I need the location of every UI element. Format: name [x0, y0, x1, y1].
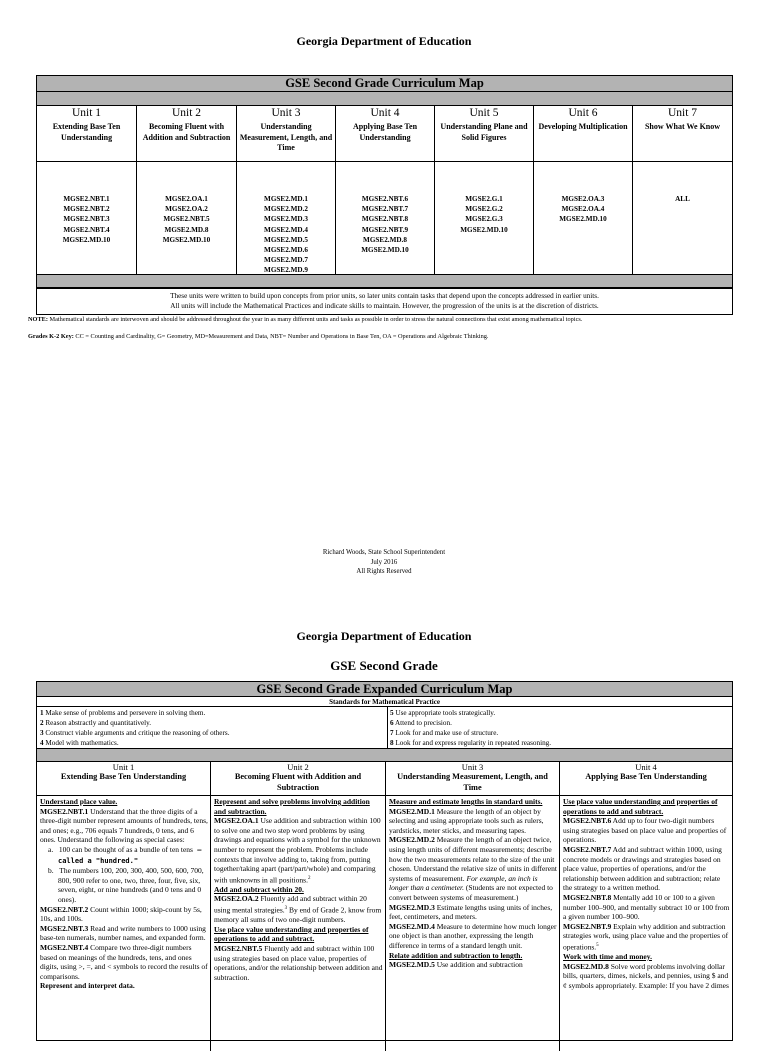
standard-code: MGSE2.MD.3 — [264, 215, 308, 224]
practices-left — [40, 708, 385, 748]
unit-name: Unit 4 — [635, 762, 657, 772]
unit-title: Becoming Fluent with Addition and Subtraction — [234, 772, 362, 792]
unit-column — [237, 106, 336, 274]
standard-code: MGSE2.MD.5 — [264, 235, 308, 244]
page-header: Georgia Department of Education — [296, 629, 472, 643]
practice-item: 1 Make sense of problems and persevere in solving them. — [40, 709, 206, 717]
unit-title: Extending Base Ten Understanding — [60, 772, 187, 781]
map-note: These units were written to build upon concepts from prior units, so later units contain tasks that depend upon the concepts addressed in earlier units. All units will include the Mathematical Practices and indicate skills to maintain. However, the progression of the units is at the discretion of districts. — [170, 292, 599, 310]
unit-name: Unit 3 — [461, 762, 484, 772]
standard-code: MGSE2.NBT.7 — [361, 205, 409, 214]
unit-name: Unit 1 — [112, 762, 135, 772]
unit-column — [37, 106, 137, 274]
standard-code: MGSE2.MD.6 — [264, 246, 308, 255]
unit-standards — [239, 194, 333, 286]
unit-name: Unit 1 — [71, 107, 102, 119]
standard-code: MGSE2.NBT.4 — [63, 225, 110, 234]
standard-code: MGSE2.MD.8 — [164, 225, 209, 234]
unit-title: Applying Base Ten Understanding — [352, 122, 418, 142]
key-line: Grades K-2 Key: CC = Counting and Cardinality, G= Geometry, MD=Measurement and Data, NBT= Number and Operations in Base Ten, OA = Operations and Algebraic Thinking. — [28, 333, 489, 340]
gray-band — [37, 749, 732, 761]
unit-column — [534, 106, 633, 274]
unit-title: Applying Base Ten Understanding — [585, 772, 707, 781]
standard-code: MGSE2.MD.4 — [264, 225, 308, 234]
standard-code: ALL — [675, 195, 690, 203]
map-title: GSE Second Grade Expanded Curriculum Map — [37, 682, 732, 697]
unit4-standards: Use place value understanding and properties of operations to add and subtract. MGSE2.NBT.6 Add up to four two-digit numbers using strategies based on place value and properties of operations. MGSE2.NBT.7 Add and subtract within 1000, using concrete models or drawings and strategies based on place value, properties of operations, and/or the relationship between addition and subtraction; relate the strategy to a written method. MGSE2.NBT.8 Mentally add 10 or 100 to a given number 100–900, and mentally subtract 10 or 100 from a given number 100–900. MGSE2.NBT.9 Explain why addition and subtraction strategies work, using place value and the properties of operations.$^5$ Work with time and money. MGSE2.MD.8 Solve word problems involving dollar bills, quarters, dimes, nickels, and pennies, using $ and ¢ symbols appropriately. Example: If you have 2 dimes — [563, 797, 730, 990]
unit-name: Unit 3 — [271, 107, 301, 119]
practice-item: 6 Attend to precision. — [390, 719, 452, 727]
unit-column — [137, 106, 237, 274]
standard-code: MGSE2.MD.10 — [460, 225, 508, 234]
standard-code: MGSE2.NBT.6 — [361, 195, 409, 203]
unit-title: Extending Base Ten Understanding — [52, 122, 121, 142]
curriculum-map-table — [36, 75, 733, 315]
unit-title: Becoming Fluent with Addition and Subtraction — [142, 122, 231, 142]
unit-title: Developing Multiplication — [538, 122, 628, 131]
practice-item: 3 Construct viable arguments and critique the reasoning of others. — [40, 729, 230, 737]
practices-right — [390, 708, 730, 748]
standard-code: MGSE2.OA.4 — [561, 205, 605, 214]
standard-code: MGSE2.MD.10 — [162, 235, 211, 244]
standard-code: MGSE2.OA.3 — [561, 195, 605, 203]
unit-name: Unit 5 — [469, 107, 499, 119]
unit-title: Understanding Measurement, Length, and Time — [397, 772, 548, 792]
unit-title: Understanding Measurement, Length, and Time — [239, 122, 333, 152]
unit-name: Unit 2 — [171, 107, 202, 119]
standard-code: MGSE2.NBT.8 — [361, 215, 409, 224]
standard-code: MGSE2.MD.9 — [264, 266, 308, 275]
standard-code: MGSE2.MD.1 — [264, 195, 308, 203]
unit2-standards: Represent and solve problems involving addition and subtraction. MGSE2.OA.1 Use addition and subtraction within 100 to solve one and two step word problems by using drawings and equations with a symbol for the unknown number to represent the problem. Problems include contexts that involve adding to, taking from, putting together/taking apart (part/part/whole) and comparing with unknowns in all positions.$^2$ Add and subtract within 20. MGSE2.OA.2 Fluently add and subtract within 20 using mental strategies.$^3$ By end of Grade 2, know from memory all sums of two one-digit numbers. Use place value understanding and properties of operations to add and subtract. MGSE2.NBT.5 Fluently add and subtract within 100 using strategies based on place value, properties of operations, and/or the relationship between addition and subtraction. — [214, 797, 383, 982]
unit-standards — [139, 194, 234, 245]
standard-code: MGSE2.MD.10 — [361, 246, 409, 255]
standard-code: MGSE2.MD.10 — [62, 235, 111, 244]
practice-item: 2 Reason abstractly and quantitatively. — [40, 719, 152, 727]
unit-title: Show What We Know — [644, 122, 721, 131]
standard-code: MGSE2.G.1 — [465, 195, 503, 203]
unit-title: Understanding Plane and Solid Figures — [440, 122, 528, 142]
standard-code: MGSE2.MD.7 — [264, 256, 308, 265]
unit1-standards: Understand place value. MGSE2.NBT.1 Understand that the three digits of a three-digit number represent amounts of hundreds, tens, and ones; e.g., 706 equals 7 hundreds, 0 tens, and 6 ones. Understand the following as special cases: a. 100 can be thought of as a bundle of ten tens — called a "hundred." b. The numbers 100, 200, 300, 400, 500, 600, 700, 800, 900 refer to one, two, three, four, five, six, seven, eight, or nine hundreds (and 0 tens and 0 ones). MGSE2.NBT.2 Count within 1000; skip-count by 5s, 10s, and 100s. MGSE2.NBT.3 Read and write numbers to 1000 using base-ten numerals, number names, and expanded form. MGSE2.NBT.4 Compare two three-digit numbers based on meanings of the hundreds, tens, and ones digits, using >, =, and < symbols to record the results of comparisons. Represent and interpret data. — [40, 797, 208, 991]
unit-standards — [437, 194, 531, 235]
unit-name: Unit 4 — [370, 107, 400, 119]
practice-item: 4 Model with mathematics. — [40, 739, 119, 747]
standard-code: MGSE2.NBT.2 — [63, 205, 110, 214]
unit-standards — [536, 194, 630, 225]
map-title: GSE Second Grade Curriculum Map — [37, 76, 732, 92]
standard-code: MGSE2.G.2 — [465, 205, 503, 214]
note-line: NOTE: Mathematical standards are interwoven and should be addressed throughout the year in as many different units and tasks as possible in order to stress the natural connections that exist among mathematical topics. — [28, 316, 583, 323]
page-header: Georgia Department of Education — [296, 34, 472, 48]
standard-code: MGSE2.NBT.9 — [361, 225, 409, 234]
standard-code: MGSE2.OA.1 — [165, 195, 208, 203]
unit3-standards: Measure and estimate lengths in standard units. MGSE2.MD.1 Measure the length of an object by selecting and using appropriate tools such as rulers, yardsticks, meter sticks, and measuring tapes. MGSE2.MD.2 Measure the length of an object twice, using length units of different measurements; describe how the two measurements relate to the size of the unit chosen. Understand the relative size of units in different systems of measurement. For example, an inch is longer than a centimeter. (Students are not expected to convert between systems of measurement.) MGSE2.MD.3 Estimate lengths using units of inches, feet, centimeters, and meters. MGSE2.MD.4 Measure to determine how much longer one object is than another, expressing the length difference in terms of a standard length unit. Relate addition and subtraction to length. MGSE2.MD.5 Use addition and subtraction — [389, 797, 557, 970]
unit-standards — [635, 194, 730, 204]
standard-code: MGSE2.NBT.1 — [63, 195, 110, 203]
practice-item: 7 Look for and make use of structure. — [390, 729, 499, 737]
standard-code: MGSE2.NBT.3 — [63, 215, 110, 224]
standard-code: MGSE2.G.3 — [465, 215, 503, 224]
standard-code: MGSE2.NBT.5 — [163, 215, 210, 224]
gray-band — [37, 274, 732, 288]
practice-item: 5 Use appropriate tools strategically. — [390, 709, 496, 717]
standard-code: MGSE2.OA.2 — [165, 205, 208, 214]
unit-name: Unit 7 — [667, 107, 698, 119]
expanded-curriculum-map-table — [36, 681, 733, 1041]
gray-band — [37, 92, 732, 106]
standard-code: MGSE2.MD.2 — [264, 205, 308, 214]
page-footer: Richard Woods, State School Superintendent July 2016 All Rights Reserved — [322, 549, 446, 575]
standard-code: MGSE2.MD.10 — [559, 215, 607, 224]
unit-column — [435, 106, 534, 274]
unit-column — [633, 106, 732, 274]
unit-column — [336, 106, 435, 274]
unit-name: Unit 2 — [287, 762, 309, 772]
unit-name: Unit 6 — [568, 107, 598, 119]
unit-standards — [338, 194, 432, 255]
standard-code: MGSE2.MD.8 — [363, 235, 407, 244]
unit-standards — [39, 194, 134, 245]
page-subheader: GSE Second Grade — [330, 658, 438, 673]
practice-item: 8 Look for and express regularity in repeated reasoning. — [390, 739, 552, 747]
practices-title: Standards for Mathematical Practice — [37, 697, 732, 707]
